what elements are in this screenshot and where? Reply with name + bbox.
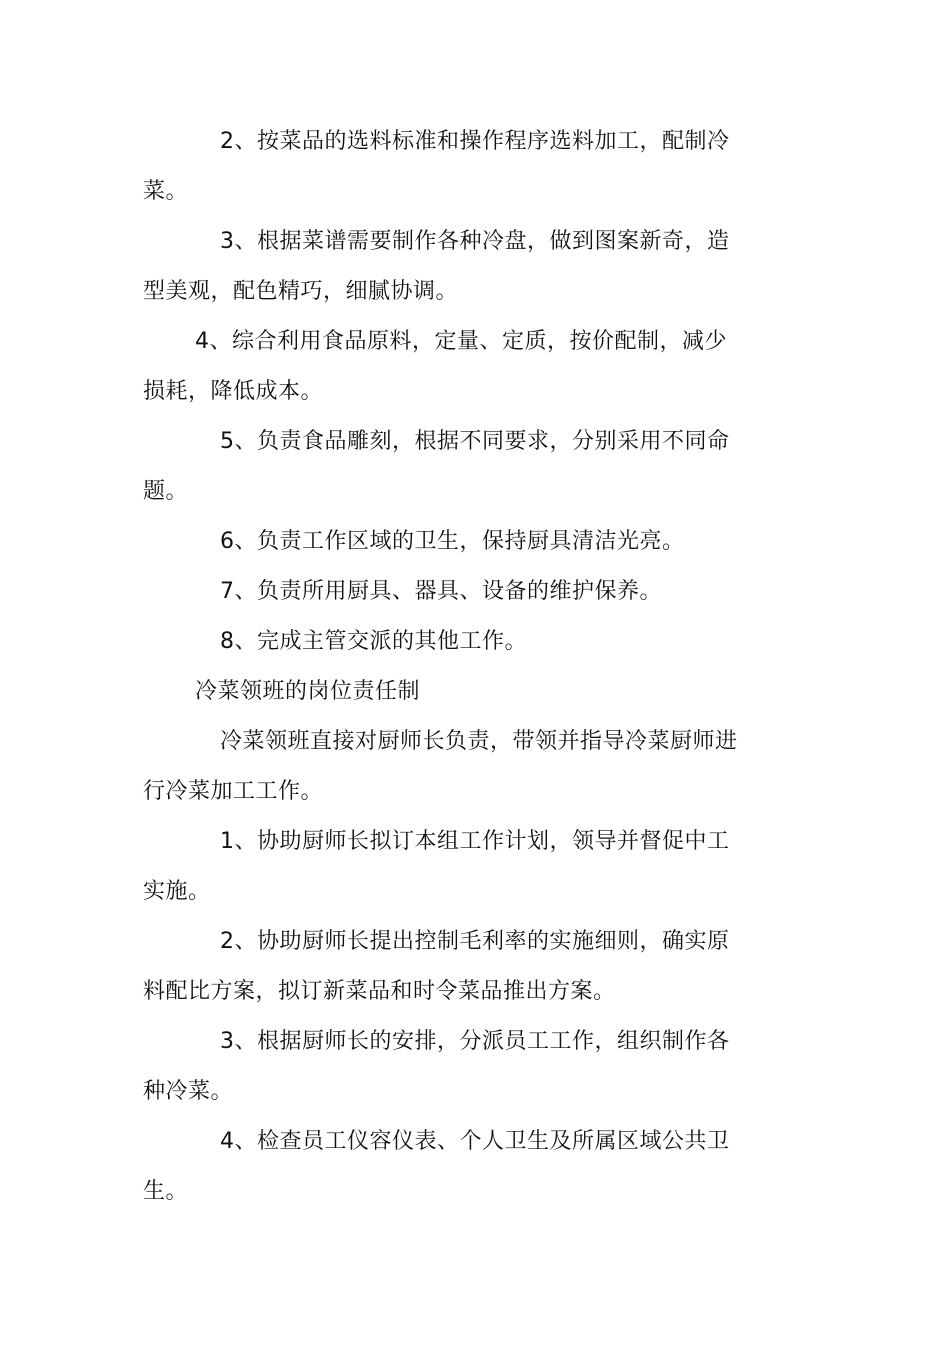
text-line: 料配比方案，拟订新菜品和时令菜品推出方案。 (143, 979, 616, 1004)
text-line: 4、检查员工仪容仪表、个人卫生及所属区域公共卫 (220, 1129, 730, 1154)
text-line: 损耗，降低成本。 (143, 379, 324, 404)
text-line: 1、协助厨师长拟订本组工作计划，领导并督促中工 (220, 829, 730, 854)
text-line: 3、根据菜谱需要制作各种冷盘，做到图案新奇，造 (220, 229, 730, 254)
text-line: 型美观，配色精巧，细腻协调。 (143, 279, 459, 304)
text-line: 实施。 (143, 879, 211, 904)
text-line: 3、根据厨师长的安排，分派员工工作，组织制作各 (220, 1029, 730, 1054)
text-line: 5、负责食品雕刻，根据不同要求，分别采用不同命 (220, 429, 730, 454)
text-line: 行冷菜加工工作。 (143, 779, 324, 804)
text-line: 4、综合利用食品原料，定量、定质，按价配制，减少 (195, 329, 727, 354)
text-line: 生。 (143, 1179, 189, 1204)
text-line: 种冷菜。 (143, 1079, 234, 1104)
text-line: 冷菜领班直接对厨师长负责，带领并指导冷菜厨师进 (220, 729, 738, 754)
text-line: 8、完成主管交派的其他工作。 (220, 629, 527, 654)
text-line: 题。 (143, 479, 189, 504)
text-line: 7、负责所用厨具、器具、设备的维护保养。 (220, 579, 662, 604)
text-line: 2、协助厨师长提出控制毛利率的实施细则，确实原 (220, 929, 730, 954)
text-line: 菜。 (143, 179, 189, 204)
text-line: 2、按菜品的选料标准和操作程序选料加工，配制冷 (220, 129, 730, 154)
section-heading: 冷菜领班的岗位责任制 (195, 679, 421, 704)
text-line: 6、负责工作区域的卫生，保持厨具清洁光亮。 (220, 529, 685, 554)
